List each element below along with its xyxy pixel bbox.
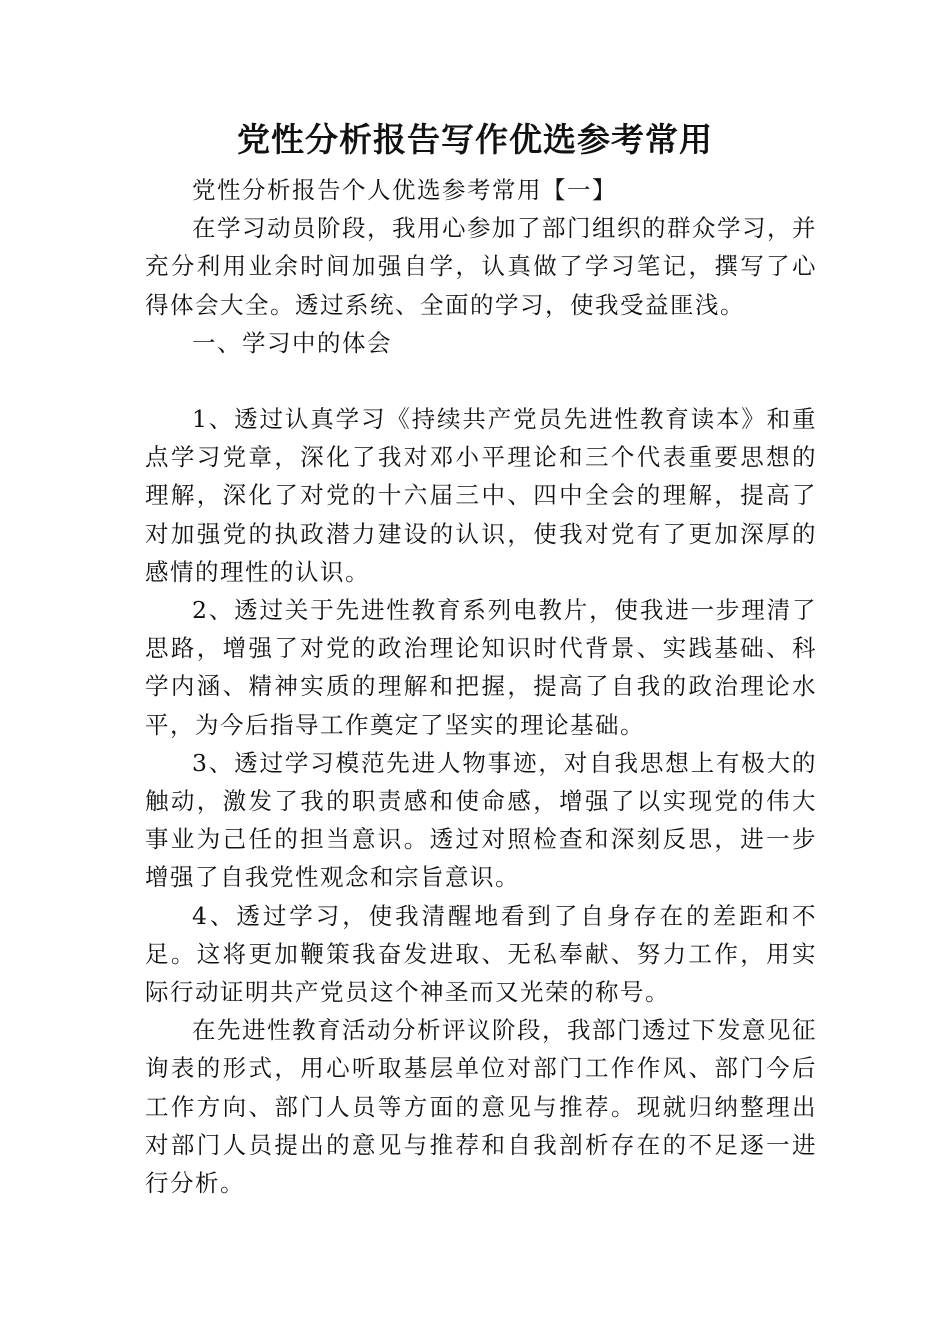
section-heading: 党性分析报告个人优选参考常用【一】 [192, 176, 617, 204]
analysis-paragraph: 在先进性教育活动分析评议阶段，我部门透过下发意见征询表的形式，用心听取基层单位对部门工作作风、部门今后工作方向、部门人员等方面的意见与推荐。现就归纳整理出对部门人员提出的意见与推荐和自我剖析存在的不足逐一进行分析。 [145, 1016, 817, 1198]
document-body [145, 171, 817, 1202]
point-3-paragraph: 3、透过学习模范先进人物事迹，对自我思想上有极大的触动，激发了我的职责感和使命感，增强了以实现党的伟大事业为己任的担当意识。透过对照检查和深刻反思，进一步增强了自我党性观念和宗旨意识。 [145, 748, 817, 892]
subsection-heading: 一、学习中的体会 [192, 328, 392, 357]
point-1-paragraph: 1、透过认真学习《持续共产党员先进性教育读本》和重点学习党章，深化了我对邓小平理论和三个代表重要思想的理解，深化了对党的十六届三中、四中全会的理解，提高了对加强党的执政潜力建设的认识，使我对党有了更加深厚的感情的理性的认识。 [145, 405, 817, 586]
document-title: 党性分析报告写作优选参考常用 [237, 120, 713, 159]
intro-paragraph: 在学习动员阶段，我用心参加了部门组织的群众学习，并充分利用业余时间加强自学，认真做了学习笔记，撰写了心得体会大全。透过系统、全面的学习，使我受益匪浅。 [145, 214, 817, 319]
blank-line [145, 362, 817, 400]
point-4-paragraph: 4、透过学习，使我清醒地看到了自身存在的差距和不足。这将更加鞭策我奋发进取、无私奉献、努力工作，用实际行动证明共产党员这个神圣而又光荣的称号。 [145, 901, 817, 1007]
point-2-paragraph: 2、透过关于先进性教育系列电教片，使我进一步理清了思路，增强了对党的政治理论知识时代背景、实践基础、科学内涵、精神实质的理解和把握，提高了自我的政治理论水平，为今后指导工作奠定了坚实的理论基础。 [145, 596, 817, 739]
